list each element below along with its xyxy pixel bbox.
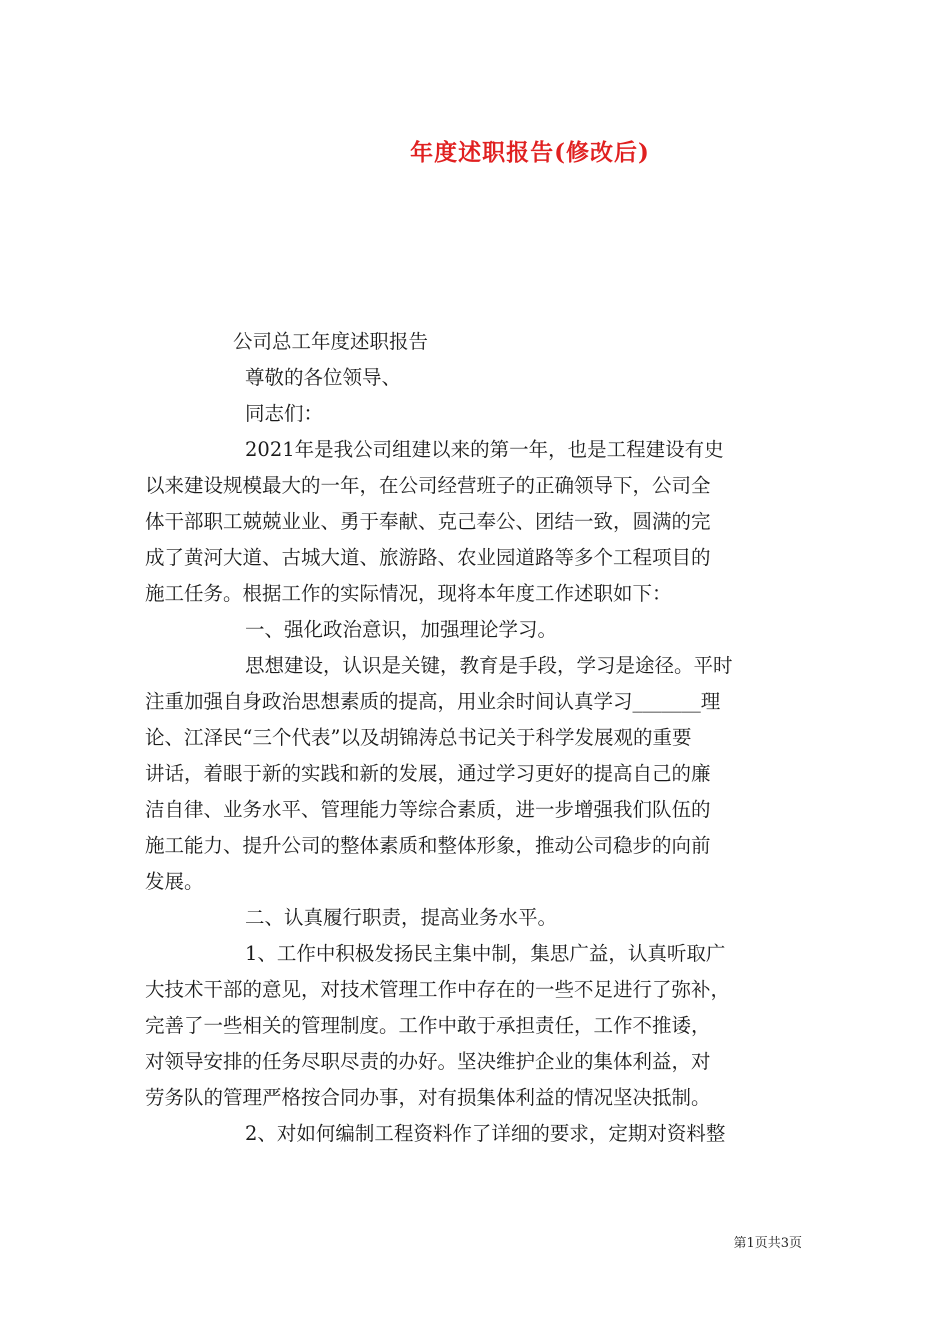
body-line: 施工能力、提升公司的整体素质和整体形象，推动公司稳步的向前 bbox=[145, 834, 711, 857]
body-line: 2021年是我公司组建以来的第一年，也是工程建设有史 bbox=[245, 438, 724, 461]
body-line: 公司总工年度述职报告 bbox=[233, 330, 429, 353]
body-line: 思想建设，认识是关键，教育是手段，学习是途径。平时 bbox=[245, 654, 733, 677]
body-line: 劳务队的管理严格按合同办事，对有损集体利益的情况坚决抵制。 bbox=[145, 1086, 711, 1109]
page-footer: 第1页共3页 bbox=[733, 1236, 802, 1251]
body-line: 完善了一些相关的管理制度。工作中敢于承担责任，工作不推诿， bbox=[145, 1014, 711, 1037]
body-line: 同志们： bbox=[245, 402, 324, 425]
body-line: 注重加强自身政治思想素质的提高，用业余时间认真学习_______理 bbox=[145, 690, 721, 713]
body-line: 一、强化政治意识，加强理论学习。 bbox=[245, 618, 558, 641]
body-line: 发展。 bbox=[145, 870, 204, 893]
body-line: 尊敬的各位领导、 bbox=[245, 366, 402, 389]
body-line: 成了黄河大道、古城大道、旅游路、农业园道路等多个工程项目的 bbox=[145, 546, 711, 569]
body-line: 2、对如何编制工程资料作了详细的要求，定期对资料整 bbox=[245, 1122, 726, 1145]
body-line: 大技术干部的意见，对技术管理工作中存在的一些不足进行了弥补， bbox=[145, 978, 731, 1001]
body-line: 施工任务。根据工作的实际情况，现将本年度工作述职如下： bbox=[145, 582, 672, 605]
body-line: 论、江泽民“三个代表”以及胡锦涛总书记关于科学发展观的重要 bbox=[145, 726, 692, 749]
body-line: 洁自律、业务水平、管理能力等综合素质，进一步增强我们队伍的 bbox=[145, 798, 711, 821]
body-line: 以来建设规模最大的一年，在公司经营班子的正确领导下，公司全 bbox=[145, 474, 711, 497]
body-line: 体干部职工兢兢业业、勇于奉献、克己奉公、团结一致，圆满的完 bbox=[145, 510, 711, 533]
document-title: 年度述职报告(修改后) bbox=[410, 139, 650, 166]
body-line: 对领导安排的任务尽职尽责的办好。坚决维护企业的集体利益，对 bbox=[145, 1050, 711, 1073]
body-line: 二、认真履行职责，提高业务水平。 bbox=[245, 906, 558, 929]
document-body bbox=[145, 324, 810, 1152]
body-line: 讲话，着眼于新的实践和新的发展，通过学习更好的提高自己的廉 bbox=[145, 762, 711, 785]
body-line: 1、工作中积极发扬民主集中制，集思广益，认真听取广 bbox=[245, 942, 726, 965]
